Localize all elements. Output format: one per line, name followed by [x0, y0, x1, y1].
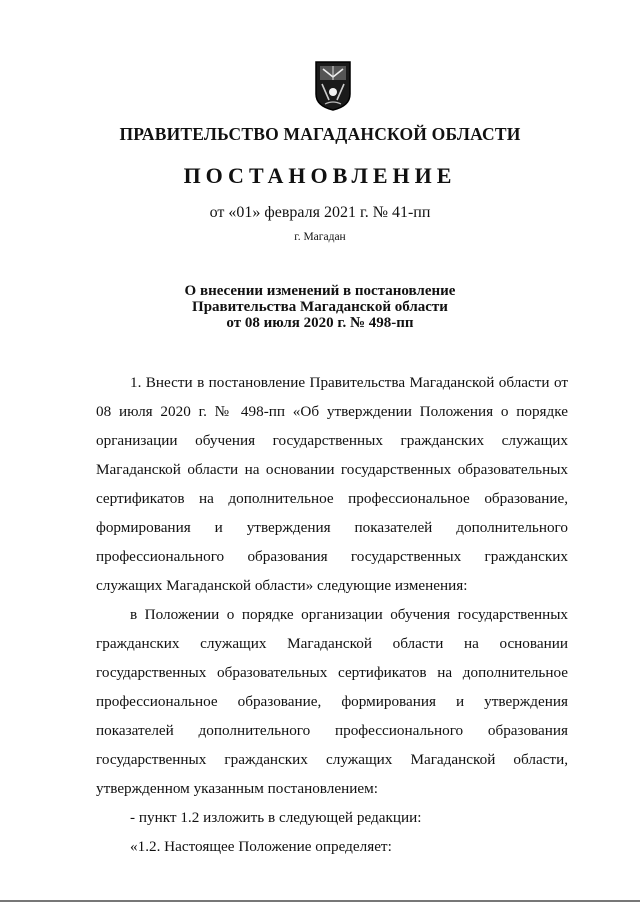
organization-title: ПРАВИТЕЛЬСТВО МАГАДАНСКОЙ ОБЛАСТИ	[119, 124, 521, 144]
body-paragraph: в Положении о порядке организации обучения государственных гражданских служащих Магаданской области на основании государственных образовательных сертификатов на дополнительное профессиональное образование, формирования и утверждения показателей дополнительного профессионального образования государственных гражданских служащих Магаданской области, утвержденном указанным постановлением:	[96, 606, 568, 797]
subject-line: Правительства Магаданской области	[192, 299, 448, 315]
document-subject	[0, 283, 640, 331]
page-bottom-edge	[0, 900, 640, 902]
coat-of-arms-icon	[313, 60, 353, 112]
body-paragraph: «1.2. Настоящее Положение определяет:	[130, 838, 392, 855]
body-paragraph: 1. Внести в постановление Правительства Магаданской области от 08 июля 2020 г. № 498-пп «Об утверждении Положения о порядке организации обучения государственных гражданских служащих Магаданской области на основании государственных образовательных сертификатов на дополнительное профессиональное образование, формирования и утверждения показателей дополнительного профессионального образования государственных гражданских служащих Магаданской области» следующие изменения:	[96, 374, 568, 594]
subject-line: О внесении изменений в постановление	[184, 283, 456, 299]
subject-line: от 08 июля 2020 г. № 498-пп	[226, 315, 414, 331]
document-date-number: от «01» февраля 2021 г. № 41-пп	[209, 204, 431, 221]
document-type-title: ПОСТАНОВЛЕНИЕ	[183, 163, 457, 188]
body-paragraph: - пункт 1.2 изложить в следующей редакции:	[130, 809, 422, 826]
document-body	[96, 368, 568, 861]
document-city: г. Магадан	[294, 231, 346, 243]
